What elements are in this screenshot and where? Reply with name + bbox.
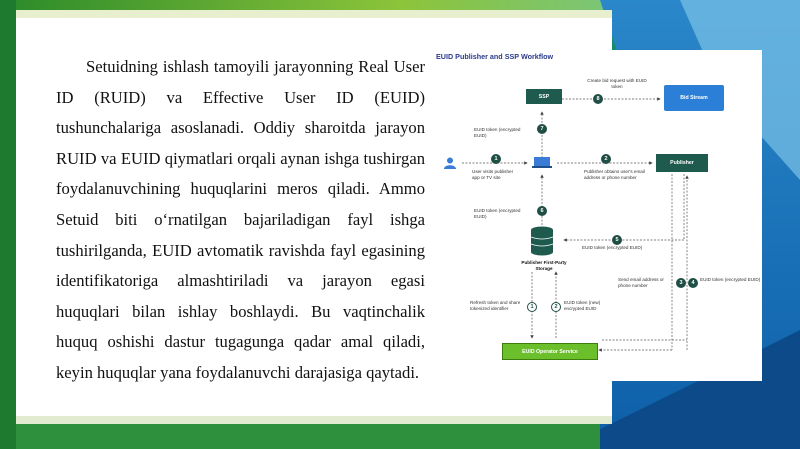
step-5-badge: 5 [612, 235, 622, 245]
user-icon [443, 156, 457, 170]
label-user-visits: User visits publisher app or TV site [472, 169, 514, 180]
storage-label: Publisher First-Party Storage [521, 260, 567, 271]
publisher-box: Publisher [656, 154, 708, 172]
label-send-email: Send email address or phone number [618, 277, 664, 288]
step-1-badge: 1 [491, 154, 501, 164]
storage-icon [530, 226, 554, 256]
label-publisher-obtains: Publisher obtains user's email address or phone number [584, 169, 645, 180]
step-7-badge: 7 [537, 124, 547, 134]
label-euid-token-7: EUID token (encrypted EUID) [474, 127, 521, 138]
label-euid-token-6: EUID token (encrypted EUID) [474, 208, 521, 219]
label-euid-new: EUID token (new) encrypted EUID [564, 300, 601, 311]
bid-stream-box: Bid Stream [664, 85, 724, 111]
label-refresh: Refresh token and share tokenized identifier [470, 300, 521, 311]
label-euid-token-3: EUID token (encrypted EUID) [700, 277, 761, 282]
label-create-bid: Create bid request with EUID token [587, 78, 647, 89]
step-2-badge: 2 [601, 154, 611, 164]
step-4-badge: 4 [688, 278, 698, 288]
step-6-badge: 6 [537, 206, 547, 216]
body-paragraph: Setuidning ishlash tamoyili jarayonning Real User ID (RUID) va Effective User ID (EUID) tushunchalariga asoslanadi. Oddiy sharoitda jarayon RUID va EUID qiymatlari orqali aynan ishga tushirgan foydalanuvchining huquqlarini meros qiladi. Ammo Setuid biti oʻrnatilgan bajariladigan fayl ishga tushirilganda, EUID avtomatik ravishda fayl egasining identifikatoriga almashtiriladi va jarayon egasi huquqlari bilan ishlay boshlaydi. Bu vaqtinchalik huquq oshishi dastur tugagunga qadar amal qiladi, keyin huquqlar yana foydalanuvchi darajasiga qaytadi. [56, 57, 425, 382]
step-3-badge: 3 [676, 278, 686, 288]
label-euid-token-5: EUID token (encrypted EUID) [582, 245, 643, 250]
slide-top-strip [16, 10, 612, 18]
euid-operator-box: EUID Operator Service [502, 343, 598, 360]
step-2b-badge: 2 [551, 302, 561, 312]
workflow-figure [432, 50, 762, 381]
slide-bottom-strip [16, 416, 612, 424]
step-1b-badge: 1 [527, 302, 537, 312]
figure-title: EUID Publisher and SSP Workflow [436, 52, 554, 61]
device-icon [532, 156, 552, 170]
ssp-box: SSP [526, 89, 562, 104]
step-8-badge: 8 [593, 94, 603, 104]
